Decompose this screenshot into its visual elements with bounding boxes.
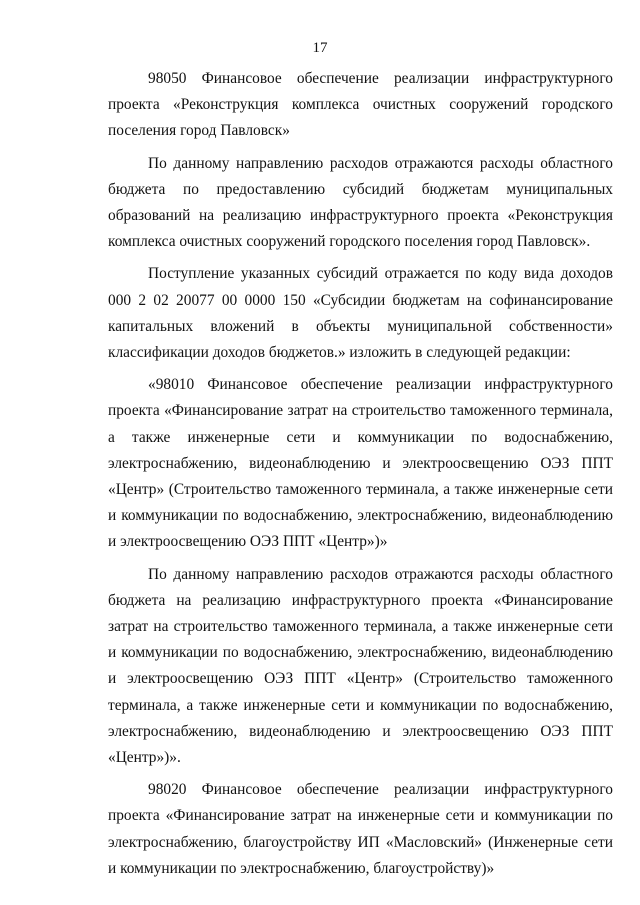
- paragraph-98020-heading: 98020 Финансовое обеспечение реализации инфраструктурного проекта «Финансирование затрат на инженерные сети и коммуникации по электроснабжению, благоустройству ИП «Масловский» (Инженерные сети и коммуникации по электроснабжению, благоустройству)»: [108, 781, 613, 877]
- paragraph-98050-heading: 98050 Финансовое обеспечение реализации инфраструктурного проекта «Реконструкция комплекса очистных сооружений городского поселения город Павловск»: [108, 70, 613, 140]
- page-number: 17: [312, 40, 328, 56]
- paragraph-98010-description: По данному направлению расходов отражаются расходы областного бюджета на реализацию инфраструктурного проекта «Финансирование затрат на строительство таможенного терминала, а также инженерные сети и коммуникации по водоснабжению, электроснабжению, видеонаблюдению и электроосвещению ОЭЗ ППТ «Центр» (Строительство таможенного терминала, а также инженерные сети и коммуникации по водоснабжению, электроснабжению, видеонаблюдению и электроосвещению ОЭЗ ППТ «Центр»)».: [108, 565, 613, 767]
- paragraph-98050-description: По данному направлению расходов отражаются расходы областного бюджета по предоставлению субсидий бюджетам муниципальных образований на реализацию инфраструктурного проекта «Реконструкция комплекса очистных сооружений городского поселения город Павловск».: [108, 154, 613, 251]
- paragraph-98010-heading: «98010 Финансовое обеспечение реализации инфраструктурного проекта «Финансирование затрат на строительство таможенного терминала, а также инженерные сети и коммуникации по водоснабжению, электроснабжению, видеонаблюдению и электроосвещению ОЭЗ ППТ «Центр» (Строительство таможенного терминала, а также инженерные сети и коммуникации по водоснабжению, электроснабжению, видеонаблюдению и электроосвещению ОЭЗ ППТ «Центр»)»: [108, 376, 613, 551]
- document-body: [108, 66, 613, 888]
- paragraph-revenue-code: Поступление указанных субсидий отражается по коду вида доходов 000 2 02 20077 00 0000 150 «Субсидии бюджетам на софинансирование капитальных вложений в объекты муниципальной собственности» классификации доходов бюджетов.» изложить в следующей редакции:: [108, 265, 613, 362]
